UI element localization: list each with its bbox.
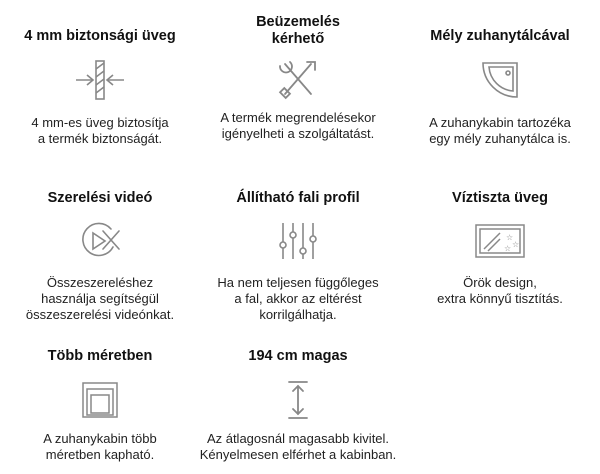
video-tools-icon bbox=[0, 221, 200, 261]
sizes-icon bbox=[0, 379, 200, 421]
feature-title: Állítható fali profil bbox=[236, 190, 360, 206]
feature-clear-glass bbox=[400, 190, 600, 307]
sliders-icon bbox=[198, 221, 398, 261]
feature-title: Több méretben bbox=[47, 348, 153, 364]
tools-icon bbox=[198, 58, 398, 100]
feature-title: Víztiszta üveg bbox=[452, 190, 548, 206]
height-icon bbox=[198, 379, 398, 421]
feature-194cm bbox=[198, 348, 398, 463]
feature-description: 4 mm-es üveg biztosítja a termék biztonságát. bbox=[31, 115, 169, 146]
feature-adjustable-profile bbox=[198, 190, 398, 323]
svg-text:☆: ☆ bbox=[506, 233, 514, 242]
feature-description: A zuhanykabin tartozéka egy mély zuhanytálca is. bbox=[429, 115, 571, 146]
feature-description: Ha nem teljesen függőleges a fal, akkor az eltérést korrilgálhatja. bbox=[217, 275, 379, 322]
shower-tray-icon bbox=[400, 59, 600, 101]
feature-description: Örök design, extra könnyű tisztítás. bbox=[437, 275, 563, 306]
clear-glass-icon bbox=[400, 221, 600, 261]
svg-text:☆: ☆ bbox=[512, 240, 520, 249]
feature-description: A zuhanykabin több méretben kapható. bbox=[43, 431, 157, 462]
feature-installation bbox=[198, 14, 398, 142]
feature-title: Mély zuhanytálcával bbox=[430, 28, 570, 44]
feature-description: Az átlagosnál magasabb kivitel. Kényelmesen elférhet a kabinban. bbox=[199, 431, 397, 462]
feature-install-video bbox=[0, 190, 200, 323]
feature-description: A termék megrendelésekor igényelheti a szolgáltatást. bbox=[220, 110, 376, 141]
feature-title: Beüzemelés kérhető bbox=[256, 14, 340, 47]
feature-title: Szerelési videó bbox=[47, 190, 153, 206]
feature-title: 4 mm biztonsági üveg bbox=[24, 28, 176, 44]
glass-thickness-icon bbox=[0, 59, 200, 101]
feature-multiple-sizes bbox=[0, 348, 200, 463]
feature-description: Összeszereléshez használja segítségül összeszerelési videónkat. bbox=[25, 275, 175, 322]
feature-title: 194 cm magas bbox=[248, 348, 348, 364]
feature-safety-glass bbox=[0, 28, 200, 147]
svg-text:☆: ☆ bbox=[504, 244, 512, 253]
feature-shower-tray bbox=[400, 28, 600, 147]
